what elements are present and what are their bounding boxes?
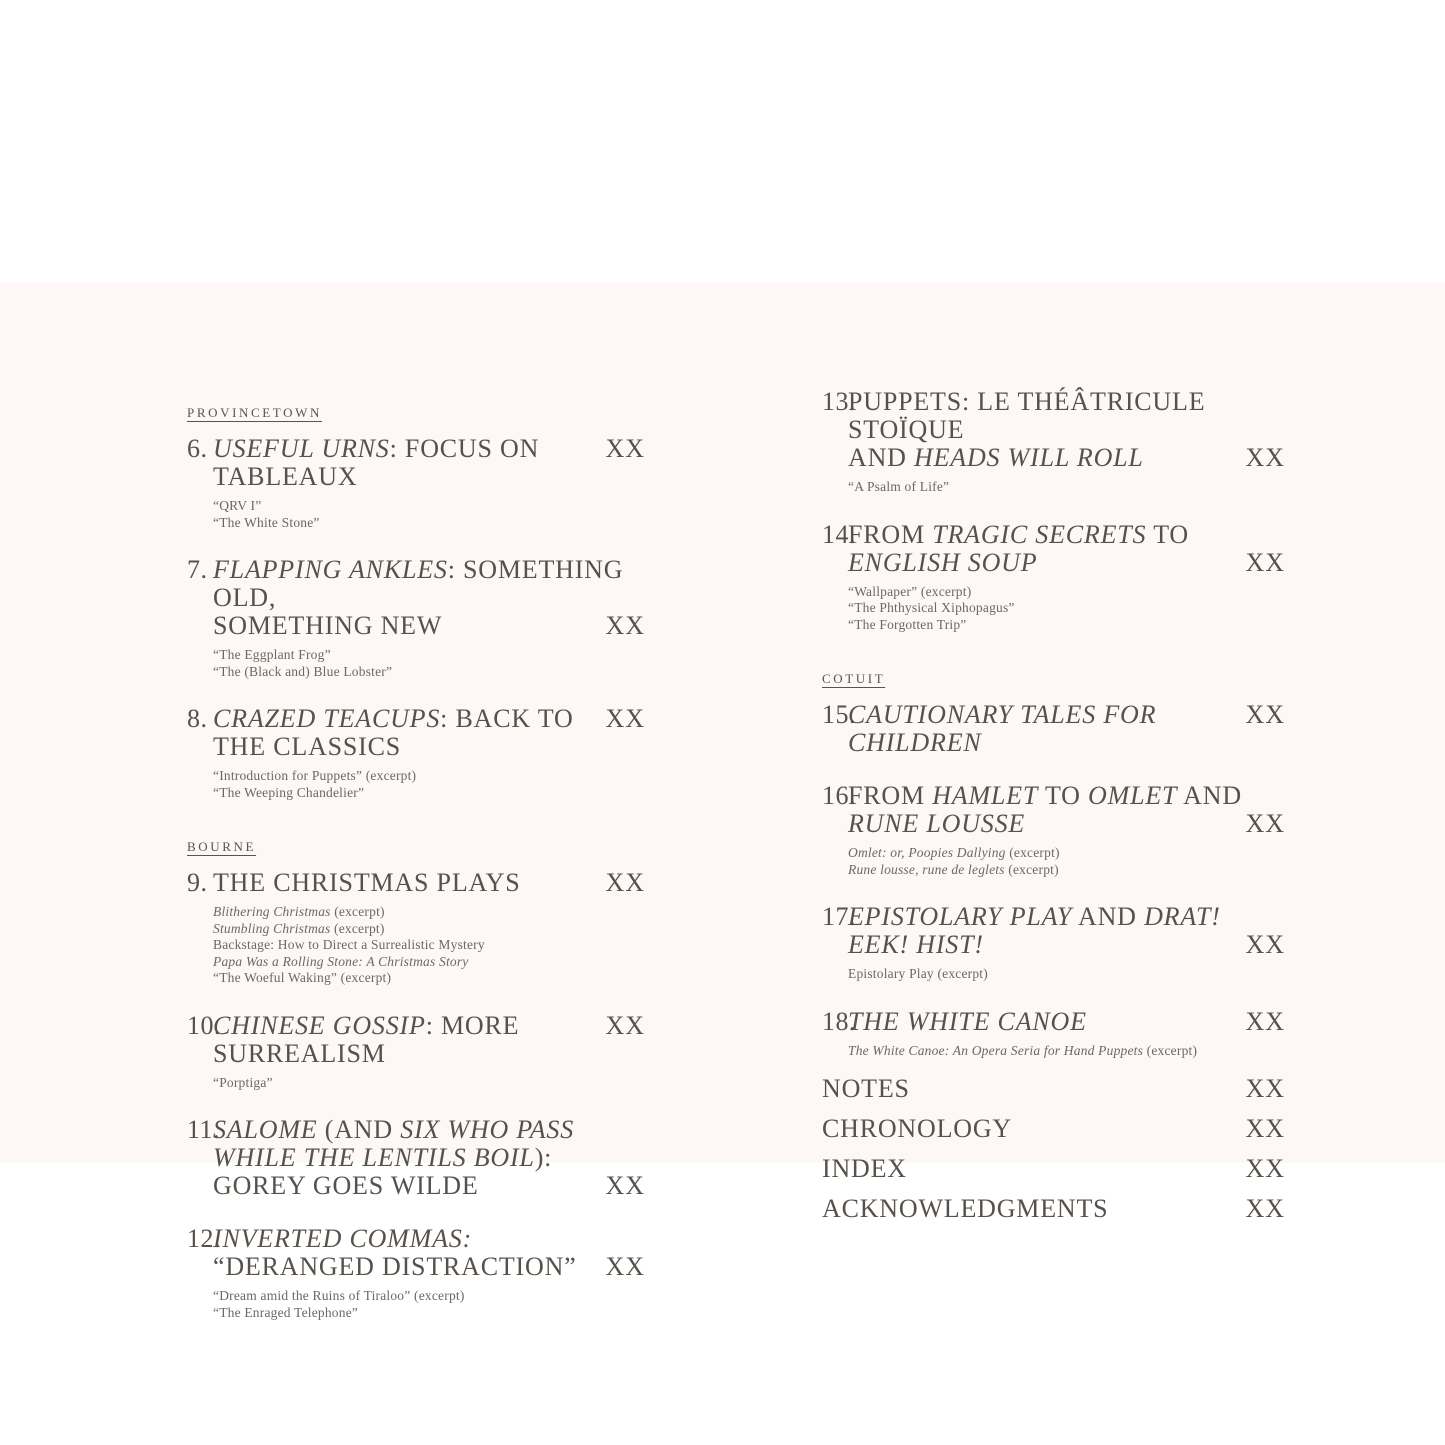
title-run-italic: CAUTIONARY TALES FOR CHILDREN [848,700,1157,757]
title-run-italic: HAMLET [932,781,1039,810]
entry-title-line [213,435,645,491]
entry-number: 18. [822,1006,856,1036]
title-run: FROM [848,519,933,549]
toc-entry [187,869,645,987]
entry-title-text [213,705,591,761]
toc-column-left [187,282,645,1321]
title-run: : SOMETHING OLD, [213,555,624,612]
title-run: (excerpt) [330,920,385,936]
entry-number: 13. [822,387,856,416]
entry-title-text [213,1253,591,1281]
entry-title-text [848,444,1231,472]
toc-entry [187,1116,645,1200]
title-run: : MORE SURREALISM [213,1010,520,1068]
title-run: “The Weeping Chandelier” [213,784,365,800]
title-run: GOREY GOES WILDE [213,1171,479,1200]
title-run-italic: HEADS WILL ROLL [914,443,1144,472]
page-number: XX [605,434,645,463]
entry-subtitle [213,647,645,664]
entry-title-text [213,1225,645,1253]
entry-number: 16. [822,781,856,810]
section-header [187,839,645,855]
title-run-italic: THE WHITE CANOE [848,1006,1087,1036]
toc-entry [822,903,1285,983]
title-run: “Introduction for Puppets” (excerpt) [213,768,417,783]
entry-subtitle [848,1043,1285,1060]
entry-title-text [213,435,591,491]
title-run-italic: WHILE THE LENTILS BOIL [213,1143,535,1172]
entry-title-text [848,521,1285,549]
title-run-italic: CHINESE GOSSIP [213,1010,426,1040]
entry-subtitle [213,1075,645,1092]
title-run: (excerpt) [1143,1042,1198,1058]
entry-number: 7. [187,555,208,584]
backmatter-entry [822,1115,1285,1143]
entry-title-line [213,869,645,897]
page-number: XX [1245,930,1285,959]
title-run-italic: Rune lousse, rune de leglets [848,861,1005,877]
title-run-italic: INVERTED COMMAS: [213,1224,473,1253]
backmatter-entry [822,1075,1285,1103]
entry-subtitle [848,966,1285,983]
page-number: XX [1245,443,1285,472]
entry-subtitle [213,768,645,785]
entry-title-text [213,869,591,897]
title-run: ): [534,1143,553,1172]
entry-subtitle [213,954,645,971]
title-run: “The Forgotten Trip” [848,616,967,632]
title-run: (excerpt) [1004,861,1059,877]
toc-column-right [822,282,1285,1223]
section-header-label: BOURNE [187,839,257,854]
title-run-italic: Stumbling Christmas [213,920,331,936]
toc-entry [822,701,1285,757]
title-run: AND [1072,902,1145,931]
page-number: XX [1245,1074,1285,1103]
entry-title-line [848,782,1285,810]
title-run: “The (Black and) Blue Lobster” [213,663,393,679]
entry-title-line [848,388,1285,444]
entry-title-line [213,1144,645,1172]
page-number: XX [1245,1006,1285,1036]
page-number: XX [605,1252,645,1281]
entry-number: 17. [822,902,856,931]
entry-title-line [213,1253,645,1281]
title-run-italic: TRAGIC SECRETS [932,519,1147,549]
toc-entry [187,1012,645,1092]
entry-title-text [213,1012,591,1068]
title-run: (excerpt) [1005,845,1060,860]
backmatter-label: NOTES [822,1074,910,1103]
backmatter-label: ACKNOWLEDGMENTS [822,1194,1109,1223]
entry-subtitle [848,600,1285,617]
page-number: XX [1245,1114,1285,1143]
title-run-italic: Blithering Christmas [213,904,331,919]
entry-subtitle [213,904,645,921]
entry-subtitles [848,1043,1285,1060]
page-number: XX [1245,1194,1285,1223]
title-run-italic: DRAT! [1144,902,1221,931]
title-run: “Porptiga” [213,1074,273,1090]
toc-entry [822,521,1285,634]
title-run-italic: Papa Was a Rolling Stone: A Christmas Story [213,953,469,969]
entry-number: 12. [187,1224,221,1253]
title-run: “A Psalm of Life” [848,479,950,494]
title-run: TO [1038,781,1089,810]
backmatter-label: CHRONOLOGY [822,1114,1012,1143]
toc-entry [187,556,645,680]
toc-entry [822,388,1285,496]
page-number: XX [605,1010,645,1040]
page-number: XX [605,611,645,640]
entry-title-text [848,388,1285,444]
page-number: XX [605,704,645,733]
title-run: “QRV I” [213,498,262,513]
title-run: AND [848,443,915,472]
section-header [187,405,645,421]
entry-subtitle [848,479,1285,496]
entry-subtitles [848,966,1285,983]
entry-subtitle [213,785,645,802]
title-run: THE CHRISTMAS PLAYS [213,868,521,897]
entry-title-line [848,701,1285,757]
page-number: XX [605,1171,645,1200]
entry-number: 9. [187,868,208,897]
entry-subtitle [213,1288,645,1305]
entry-title-text [213,612,591,640]
page-number: XX [1245,547,1285,577]
title-run-italic: OMLET [1088,781,1178,810]
entry-title-line [848,549,1285,577]
entry-subtitles [848,584,1285,634]
entry-subtitle [848,845,1285,862]
entry-subtitles [213,498,645,531]
entry-subtitles [848,845,1285,878]
entry-number: 14. [822,519,856,549]
entry-subtitle [848,862,1285,879]
page-number: XX [1245,700,1285,729]
title-run-italic: CRAZED TEACUPS [213,704,441,733]
toc-entry [187,705,645,801]
entry-title-line [848,931,1285,959]
title-run: : BACK TO THE CLASSICS [213,704,574,761]
entry-subtitles [213,647,645,680]
title-run: SOMETHING NEW [213,611,443,640]
entry-subtitle [213,1305,645,1322]
entry-subtitles [213,1288,645,1321]
title-run: TO [1146,519,1189,549]
entry-title-line [848,810,1285,838]
title-run-italic: The White Canoe: An Opera Seria for Hand Puppets [848,1042,1144,1058]
title-run-italic: FLAPPING ANKLES [213,555,448,584]
entry-subtitle [848,617,1285,634]
entry-title-text [848,903,1285,931]
entry-subtitle [213,937,645,954]
entry-number: 6. [187,434,208,463]
entry-title-text [213,1144,645,1172]
title-run: PUPPETS: LE THÉÂTRICULE STOÏQUE [848,387,1206,444]
toc-page [0,282,1445,1320]
title-run: “The Eggplant Frog” [213,647,331,662]
entry-title-line [213,1116,645,1144]
entry-subtitle [213,498,645,515]
entry-title-line [213,1172,645,1200]
entry-number: 11. [187,1115,221,1144]
toc-entry [822,1008,1285,1060]
entry-title-line [213,705,645,761]
entry-title-text [848,701,1231,757]
entry-subtitle [213,921,645,938]
entry-title-line [213,1225,645,1253]
title-run: Backstage: How to Direct a Surrealistic Mystery [213,937,485,952]
title-run: (AND [317,1115,401,1144]
section-header-label: PROVINCETOWN [187,405,322,420]
entry-subtitles [213,768,645,801]
title-run: “The Phthysical Xiphopagus” [848,600,1015,615]
entry-title-line [213,1012,645,1068]
toc-entry [187,1225,645,1321]
title-run: FROM [848,781,933,810]
entry-title-text [213,1172,591,1200]
entry-number: 10. [187,1010,221,1040]
title-run: “The White Stone” [213,514,320,530]
title-run: “DERANGED DISTRACTION” [213,1252,577,1281]
entry-title-text [848,810,1231,838]
entry-title-text [213,556,645,612]
title-run-italic: SALOME [213,1115,318,1144]
entry-subtitles [848,479,1285,496]
title-run: “The Woeful Waking” (excerpt) [213,970,392,985]
entry-title-text [848,931,1231,959]
entry-title-text [213,1116,645,1144]
entry-title-text [848,1008,1231,1036]
backmatter-entry [822,1155,1285,1183]
title-run: AND [1177,781,1242,810]
entry-subtitle [213,664,645,681]
title-run-italic: RUNE LOUSSE [848,809,1026,838]
title-run-italic: SIX WHO PASS [400,1115,575,1144]
title-run: “Dream amid the Ruins of Tiraloo” (excerpt) [213,1288,465,1303]
entry-title-line [848,444,1285,472]
entry-number: 8. [187,704,208,733]
title-run-italic: EEK! HIST! [848,930,984,959]
title-run-italic: Omlet: or, Poopies Dallying [848,845,1006,860]
entry-title-line [848,903,1285,931]
entry-subtitle [213,970,645,987]
title-run: (excerpt) [330,904,385,919]
toc-entry [822,782,1285,878]
section-header [822,671,1285,687]
title-run: “The Enraged Telephone” [213,1304,359,1320]
title-run: “Wallpaper” (excerpt) [848,583,972,599]
entry-subtitle [848,584,1285,601]
entry-title-line [848,1008,1285,1036]
entry-number: 15. [822,700,856,729]
page-number: XX [1245,809,1285,838]
backmatter-entry [822,1195,1285,1223]
title-run: Epistolary Play (excerpt) [848,966,988,981]
entry-subtitles [213,904,645,987]
page-number: XX [605,868,645,897]
entry-title-line [848,521,1285,549]
entry-subtitles [213,1075,645,1092]
page-number: XX [1245,1154,1285,1183]
entry-title-line [213,612,645,640]
entry-title-text [848,549,1231,577]
title-run-italic: ENGLISH SOUP [848,547,1038,577]
title-run: : FOCUS ON TABLEAUX [213,434,540,491]
entry-title-text [848,782,1285,810]
title-run-italic: USEFUL URNS [213,434,390,463]
toc-entry [187,435,645,531]
entry-title-line [213,556,645,612]
title-run-italic: EPISTOLARY PLAY [848,902,1073,931]
entry-subtitle [213,515,645,532]
section-header-label: COTUIT [822,671,886,686]
backmatter-label: INDEX [822,1154,907,1183]
